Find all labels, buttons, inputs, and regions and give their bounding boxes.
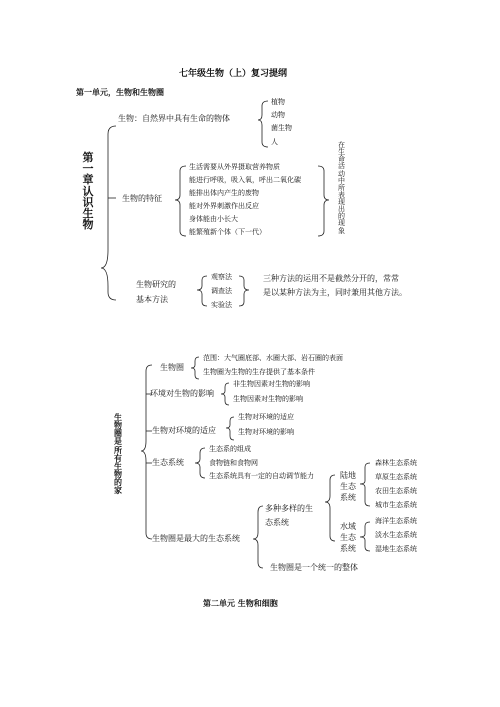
water-ecosystem-item: 湿地生态系统 (375, 545, 417, 553)
bio-adapt-label: 生物对环境的适应 (152, 426, 216, 435)
bio-adapt-item: 生物对环境的影响 (238, 428, 294, 436)
water-ecosystem-item: 淡水生态系统 (375, 531, 417, 539)
research-label-line2: 基本方法 (136, 295, 168, 304)
unit1-heading: 第一单元，生物和生物圈 (76, 88, 164, 97)
living-item-plants: 植物 (271, 98, 285, 106)
characteristic-item: 能繁殖新个体（下一代） (189, 228, 266, 236)
method-observation: 观察法 (211, 273, 232, 281)
land-ecosystem-item: 农田生态系统 (375, 487, 417, 495)
biosphere-item-conditions: 生物圈为生物的生存提供了基本条件 (203, 368, 315, 376)
living-item-human: 人 (271, 138, 278, 146)
land-ecosystem-item: 草原生态系统 (375, 473, 417, 481)
research-note-line1: 三种方法的运用不是截然分开的，常常 (263, 274, 399, 283)
research-label-line1: 生物研究的 (136, 280, 176, 289)
largest-ecosystem-label: 生物圈是最大的生态系统 (152, 534, 240, 543)
living-item-microbes: 菌生物 (271, 124, 292, 132)
chapter1-label: 第一章 认识生物 (82, 151, 94, 232)
biosphere-item-range: 范围：大气圈底部、水圈大部、岩石圈的表面 (203, 354, 343, 362)
water-ecosystem-label: 水域生态系统 (340, 522, 356, 554)
ecosystem-item: 生态系统具有一定的自动调节能力 (209, 472, 314, 480)
env-effect-item: 非生物因素对生物的影响 (233, 380, 310, 388)
method-survey: 调查法 (211, 287, 232, 295)
biosphere-label: 生物圈 (160, 363, 184, 372)
land-ecosystem-item: 城市生态系统 (375, 501, 417, 509)
unit2-heading: 第二单元 生物和细胞 (203, 599, 278, 608)
land-ecosystem-label: 陆地生态系统 (340, 471, 356, 503)
env-effect-label: 环境对生物的影响 (150, 389, 214, 398)
characteristics-label: 生物的特征 (122, 194, 162, 203)
living-things-label: 生物：自然界中具有生命的物体 (118, 114, 230, 123)
page-title: 七年级生物（上）复习提纲 (179, 69, 288, 79)
characteristic-item: 生活需要从外界摄取营养物质 (189, 163, 280, 171)
characteristic-item: 能对外界刺激作出反应 (189, 202, 259, 210)
land-ecosystem-item: 森林生态系统 (375, 459, 417, 467)
characteristic-item: 身体能由小长大 (189, 215, 238, 223)
bio-adapt-item: 生物对环境的适应 (238, 413, 294, 421)
ecosystem-label: 生态系统 (152, 458, 184, 467)
biosphere-whole: 生物圈是一个统一的整体 (270, 563, 358, 572)
ecosystem-item: 生态系的组成 (209, 445, 251, 453)
characteristics-side-note: 在生命活动中所表现出的现象 (338, 141, 345, 235)
env-effect-item: 生物因素对生物的影响 (233, 395, 303, 403)
ecosystem-item: 食物链和食物网 (209, 459, 258, 467)
research-note-line2: 是以某种方法为主，同时兼用其他方法。 (263, 288, 407, 297)
diverse-ecosystems-line1: 多种多样的生 (265, 504, 313, 513)
diverse-ecosystems-line2: 态系统 (265, 518, 289, 527)
characteristic-item: 能排出体内产生的废物 (189, 189, 259, 197)
chapter2-label: 生物圈是所有生物的家 (114, 413, 122, 496)
water-ecosystem-item: 海洋生态系统 (375, 517, 417, 525)
method-experiment: 实验法 (211, 301, 232, 309)
living-item-animals: 动物 (271, 111, 285, 119)
characteristic-item: 能进行呼吸，吸入氧，呼出二氧化碳 (189, 176, 301, 184)
